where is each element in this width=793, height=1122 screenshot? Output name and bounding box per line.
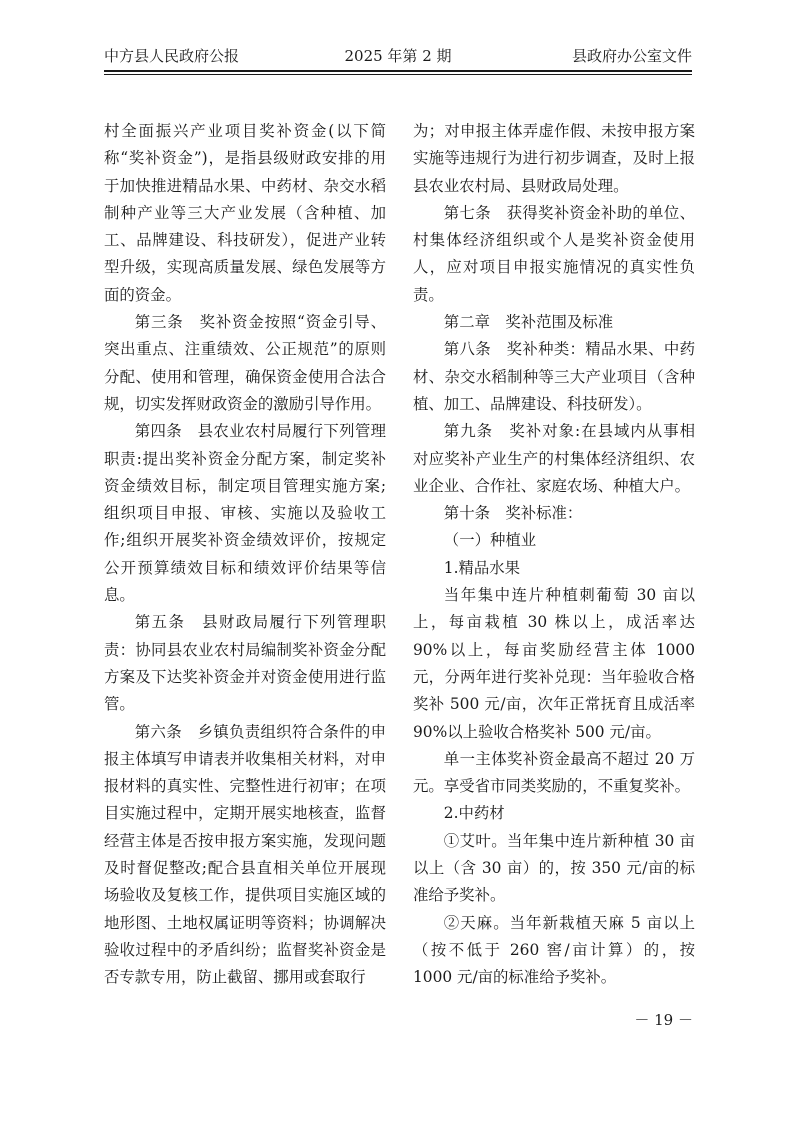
paragraph: 第六条 乡镇负责组织符合条件的申报主体填写申请表并收集相关材料，对申报材料的真实性、完整性进行初审；在项目实施过程中，定期开展实地核查，监督经营主体是否按申报方案实施，发现问题及时督促整改;配合县直相关单位开展现场验收及复核工作，提供项目实施区域的地形图、土地权属证明等资料；协调解决验收过程中的矛盾纠纷；监督奖补资金是否专款专用，防止截留、挪用或套取行 [104,722,386,987]
subsection-heading: 2.中药材 [443,804,505,823]
page-header [104,44,692,68]
paragraph: 第八条 奖补种类：精品水果、中药材、杂交水稻制种等三大产业项目（含种植、加工、品牌建设、科技研发）。 [413,340,695,413]
paragraph: 村全面振兴产业项目奖补资金(以下简称“奖补资金”)，是指县级财政安排的用于加快推进精品水果、中药材、杂交水稻制种产业等三大产业发展（含种植、加工、品牌建设、科技研发），促进产业转型升级，实现高质量发展、绿色发展等方面的资金。 [104,122,386,304]
header-section: 县政府办公室文件 [571,47,692,65]
paragraph: 单一主体奖补资金最高不超过 20 万元。享受省市同类奖励的，不重复奖补。 [413,749,695,796]
subsection-heading: （一）种植业 [443,531,537,550]
paragraph: 为；对申报主体弄虚作假、未按申报方案实施等违规行为进行初步调查，及时上报县农业农村局、县财政局处理。 [413,122,695,195]
header-rule-thick [104,70,692,72]
paragraph: 第五条 县财政局履行下列管理职责：协同县农业农村局编制奖补资金分配方案及下达奖补资金并对资金使用进行监管。 [104,613,386,714]
paragraph: 第十条 奖补标准： [443,504,583,523]
page-number: － 19 － [634,1011,693,1029]
paragraph: ②天麻。当年新栽植天麻 5 亩以上（按不低于 260 窖/亩计算）的，按 1000 元/亩的标准给予奖补。 [413,913,695,987]
subsection-heading: 1.精品水果 [443,558,521,577]
paragraph: ①艾叶。当年集中连片新种植 30 亩以上（含 30 亩）的，按 350 元/亩的标准给予奖补。 [413,831,695,905]
paragraph: 第四条 县农业农村局履行下列管理职责:提出奖补资金分配方案，制定奖补资金绩效目标，制定项目管理实施方案;组织项目申报、审核、实施以及验收工作;组织开展奖补资金绩效评价，按规定公开预算绩效目标和绩效评价结果等信息。 [104,422,386,605]
paragraph: 第七条 获得奖补资金补助的单位、村集体经济组织或个人是奖补资金使用人，应对项目申报实施情况的真实性负责。 [413,203,695,304]
header-rule-thin [104,74,692,75]
paragraph: 第三条 奖补资金按照“资金引导、突出重点、注重绩效、公正规范”的原则分配、使用和管理，确保资金使用合法合规，切实发挥财政资金的激励引导作用。 [104,313,386,413]
header-gazette-title: 中方县人民政府公报 [104,47,240,65]
paragraph: 当年集中连片种植刺葡萄 30 亩以上，每亩栽植 30 株以上，成活率达 90%以上，每亩奖励经营主体 1000 元，分两年进行奖补兑现：当年验收合格奖补 500 元/亩，次年正常抚育且成活率 90%以上验收合格奖补 500 元/亩。 [413,586,695,741]
chapter-heading: 第二章 奖补范围及标准 [443,313,614,332]
paragraph: 第九条 奖补对象:在县域内从事相对应奖补产业生产的村集体经济组织、农业企业、合作社、家庭农场、种植大户。 [413,422,695,495]
left-column [104,118,386,992]
right-column [413,118,695,992]
header-issue: 2025 年第 2 期 [344,47,452,65]
